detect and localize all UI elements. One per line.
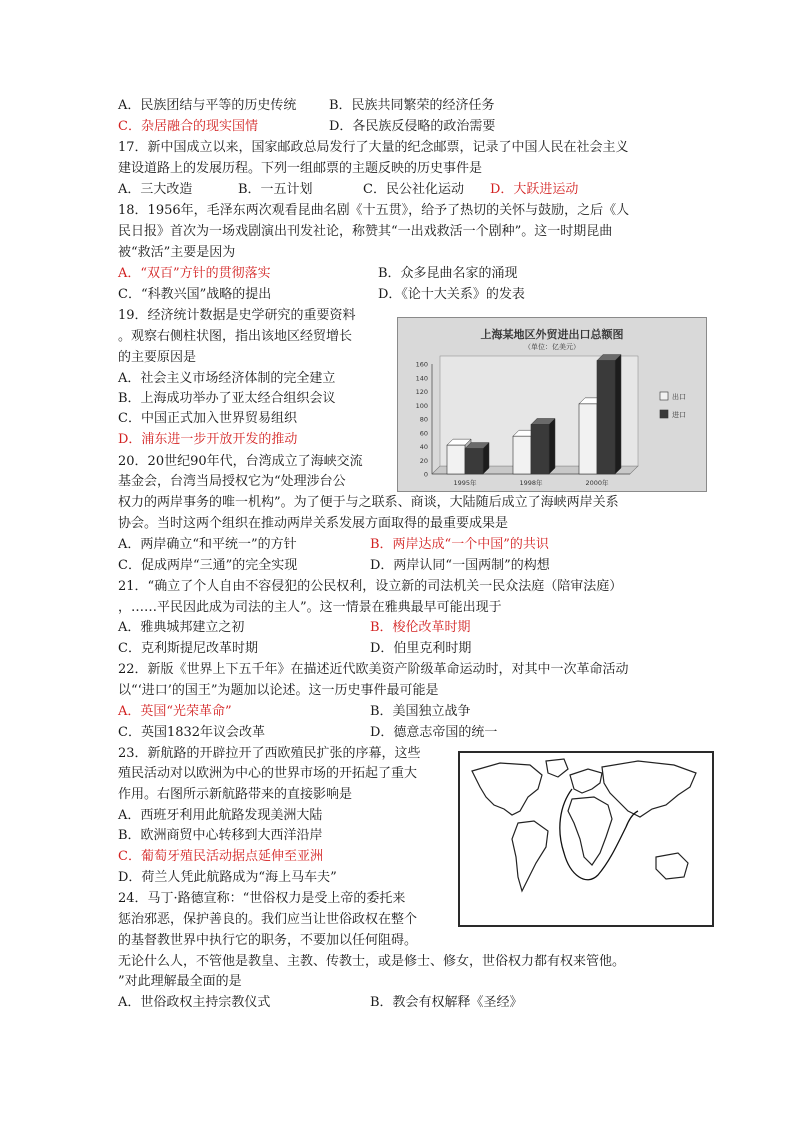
q19-stem: 19．经济统计数据是史学研究的重要资料 (118, 308, 356, 323)
q22-option-c: C．英国1832年议会改革 (118, 725, 266, 740)
chart-y-tick-label: 140 (415, 374, 428, 383)
q18-option-d: D．《论十大关系》的发表 (378, 287, 525, 302)
q21-option-c: C．克利斯提尼改革时期 (118, 641, 258, 656)
q21-stem: ，……平民因此成为司法的主人”。这一情景在雅典最早可能出现于 (118, 600, 502, 615)
q17-stem: 建设道路上的发展历程。下列一组邮票的主题反映的历史事件是 (118, 161, 483, 176)
chart-bar-side (615, 355, 621, 474)
world-map-svg (460, 753, 712, 925)
q20-option-a: A．两岸确立“和平统一”的方针 (118, 537, 297, 552)
q17-option-c: C．民公社化运动 (363, 182, 464, 197)
q18-option-a: A．“双百”方针的贯彻落实 (118, 266, 271, 281)
q24-stem: 惩治邪恶，保护善良的。我们应当让世俗政权在整个 (118, 912, 418, 927)
africa-shape (568, 797, 612, 865)
chart-title: 上海某地区外贸进出口总额图 (480, 328, 624, 341)
q21-option-a: A．雅典城邦建立之初 (118, 620, 245, 635)
chart-legend-swatch (660, 392, 668, 400)
q23-option-d: D．荷兰人凭此航路成为“海上马车夫” (118, 870, 337, 885)
q20-stem: 协会。当时这两个组织在推动两岸关系发展方面取得的最重要成果是 (118, 516, 509, 531)
q21-option-d: D．伯里克利时期 (370, 641, 472, 656)
q19-option-d: D．浦东进一步开放开发的推动 (118, 432, 298, 447)
q18-option-b: B．众多昆曲名家的涌现 (378, 266, 518, 281)
chart-x-tick-label: 2000年 (585, 479, 609, 487)
q17-option-d: D．大跃进运动 (490, 182, 579, 197)
q23-stem: 殖民活动对以欧洲为中心的世界市场的开拓起了重大 (118, 766, 418, 781)
q18-stem: 民日报》首次为一场戏剧演出刊发社论，称赞其“一出戏救活一个剧种”。这一时期昆曲 (118, 224, 613, 239)
q24-stem: 无论什么人，不管他是教皇、主教、传教士，或是修士、修女，世俗权力都有权来管他。 (118, 954, 626, 969)
australia-shape (656, 853, 688, 879)
q23-option-c: C．葡萄牙殖民活动据点延伸至亚洲 (118, 849, 323, 864)
europe-shape (570, 769, 602, 793)
q20-stem: 基金会，台湾当局授权它为“处理涉台公 (118, 474, 346, 489)
chart-bar-side (549, 419, 555, 475)
q20-stem: 20．20世纪90年代，台湾成立了海峡交流 (118, 454, 363, 469)
chart-legend-label: 出口 (672, 393, 686, 401)
chart-bar (447, 445, 465, 474)
chart-y-tick-label: 20 (419, 456, 428, 465)
q21-option-b: B．梭伦改革时期 (370, 620, 471, 635)
chart-y-tick-label: 100 (415, 401, 428, 410)
q16-option-c: C．杂居融合的现实国情 (118, 119, 258, 134)
greenland-shape (546, 759, 568, 777)
sea-route-line (560, 789, 638, 880)
chart-y-tick-label: 0 (423, 470, 428, 479)
q19-option-b: B．上海成功举办了亚太经合组织会议 (118, 391, 336, 406)
north-america-shape (472, 763, 542, 815)
q24-option-a: A．世俗政权主持宗教仪式 (118, 995, 271, 1010)
chart-y-tick-label: 160 (415, 360, 428, 369)
q24-stem: ”对此理解最全面的是 (118, 974, 242, 989)
chart-legend-swatch (660, 410, 668, 418)
q16-option-b: B．民族共同繁荣的经济任务 (329, 98, 495, 113)
q23-stem: 作用。右图所示新航路带来的直接影响是 (118, 787, 353, 802)
chart-x-tick-label: 1995年 (453, 479, 477, 487)
chart-bar (531, 425, 549, 475)
q21-stem: 21．“确立了个人自由不容侵犯的公民权利，设立新的司法机关一民众法庭（陪审法庭） (118, 579, 623, 594)
south-america-shape (512, 821, 548, 891)
q24-stem: 24．马丁·路德宣称：“世俗权力是受上帝的委托来 (118, 891, 406, 906)
q18-option-c: C．“科教兴国”战略的提出 (118, 287, 272, 302)
chart-bar (465, 449, 483, 474)
q19-stem: 的主要原因是 (118, 350, 197, 365)
q17-stem: 17．新中国成立以来，国家邮政总局发行了大量的纪念邮票，记录了中国人民在社会主义 (118, 140, 629, 155)
q19-stem: 。观察右侧柱状图，指出该地区经贸增长 (118, 329, 353, 344)
q18-stem: 18．1956年，毛泽东两次观看昆曲名剧《十五贯》，给予了热切的关怀与鼓励，之后《人 (118, 203, 630, 218)
q24-option-b: B．教会有权解释《圣经》 (370, 995, 523, 1010)
q22-option-a: A．英国“光荣革命” (118, 704, 232, 719)
asia-shape (602, 761, 696, 817)
q17-option-a: A．三大改造 (118, 182, 193, 197)
q22-stem: 22．新版《世界上下五千年》在描述近代欧美资产阶级革命运动时，对其中一次革命活动 (118, 662, 629, 677)
q23-option-b: B．欧洲商贸中心转移到大西洋沿岸 (118, 828, 323, 843)
chart-bar (597, 361, 615, 474)
q24-stem: 的基督教世界中执行它的职务，不要加以任何阻碍。 (118, 933, 418, 948)
q22-option-d: D．德意志帝国的统一 (370, 725, 498, 740)
chart-y-tick-label: 40 (419, 443, 428, 451)
chart-legend-label: 进口 (672, 411, 686, 419)
q20-option-b: B．两岸达成“一个中国”的共识 (370, 537, 549, 552)
q22-stem: 以“‘进口’的国王”为题加以论述。这一历史事件最可能是 (118, 683, 439, 698)
q16-option-a: A．民族团结与平等的历史传统 (118, 98, 297, 113)
chart-bar (579, 404, 597, 474)
q18-stem: 被“救活”主要是因为 (118, 245, 236, 260)
q20-option-d: D．两岸认同“一国两制”的构想 (370, 558, 550, 573)
q22-option-b: B．美国独立战争 (370, 704, 471, 719)
world-map-figure (458, 751, 714, 927)
chart-subtitle: （单位：亿美元） (524, 343, 580, 351)
trade-bar-chart (397, 317, 707, 492)
q19-option-c: C．中国正式加入世界贸易组织 (118, 411, 297, 426)
q20-option-c: C．促成两岸“三通”的完全实现 (118, 558, 298, 573)
chart-y-tick-label: 120 (415, 388, 428, 396)
q19-option-a: A．社会主义市场经济体制的完全建立 (118, 371, 336, 386)
q23-stem: 23．新航路的开辟拉开了西欧殖民扩张的序幕，这些 (118, 746, 421, 761)
chart-x-tick-label: 1998年 (519, 479, 543, 487)
chart-y-tick-label: 80 (419, 415, 428, 424)
chart-y-tick-label: 60 (419, 429, 428, 438)
chart-bar (513, 436, 531, 474)
trade-bar-chart-svg (398, 318, 706, 491)
q20-stem: 权力的两岸事务的唯一机构”。为了便于与之联系、商谈，大陆随后成立了海峡两岸关系 (118, 495, 619, 510)
q17-option-b: B．一五计划 (238, 182, 313, 197)
q16-option-d: D．各民族反侵略的政治需要 (329, 119, 496, 134)
q23-option-a: A．西班牙利用此航路发现美洲大陆 (118, 808, 323, 823)
